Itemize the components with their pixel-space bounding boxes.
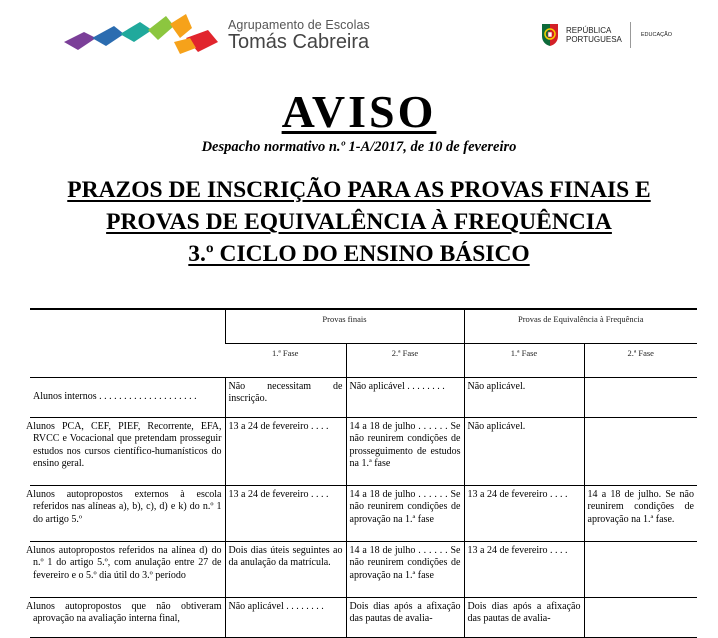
- cell-eq-fase1: 13 a 24 de fevereiro . . . .: [464, 485, 584, 541]
- heading-line-3: 3.º CICLO DO ENSINO BÁSICO: [188, 241, 530, 267]
- cell-eq-fase1: Não aplicável.: [464, 417, 584, 485]
- school-name: [228, 18, 370, 54]
- table-corner-cell: [30, 309, 225, 377]
- header-pf-fase2: 2.ª Fase: [346, 343, 464, 377]
- page-title: AVISO: [281, 86, 437, 137]
- row-label: Alunos internos . . . . . . . . . . . . . . . . . . . .: [30, 377, 225, 417]
- cell-pf-fase2: Não aplicável . . . . . . . .: [346, 377, 464, 417]
- republic-line2: PORTUGUESA: [566, 35, 622, 44]
- row-label: Alunos autopropostos externos à escola referidos nas alíneas a), b), c), d) e k) do n.º 1 do artigo 5.º: [30, 485, 225, 541]
- cell-eq-fase2: [584, 377, 697, 417]
- cell-eq-fase2: [584, 541, 697, 597]
- cell-eq-fase2: [584, 597, 697, 637]
- row-label: Alunos autopropostos referidos na alínea d) do n.º 1 do artigo 5.º, com anulação entre 27 de fevereiro e o 5.º dia útil do 3.º período: [30, 541, 225, 597]
- cell-pf-fase1: 13 a 24 de fevereiro . . . .: [225, 485, 346, 541]
- cell-eq-fase1: 13 a 24 de fevereiro . . . .: [464, 541, 584, 597]
- cell-pf-fase2: Dois dias após a afixação das pautas de avalia-: [346, 597, 464, 637]
- republic-line1: REPÚBLICA: [566, 26, 612, 35]
- school-logo-icon: [62, 12, 222, 62]
- cell-eq-fase1: Dois dias após a afixação das pautas de avalia-: [464, 597, 584, 637]
- table-row: [30, 377, 697, 417]
- cell-pf-fase2: 14 a 18 de julho . . . . . . Se não reunirem condições de prosseguimento de estudos na 1.ª fase: [346, 417, 464, 485]
- divider: [630, 22, 631, 48]
- ministry-name: EDUCAÇÃO: [640, 32, 673, 38]
- coat-of-arms-icon: [540, 22, 560, 48]
- table-row: [30, 417, 697, 485]
- row-label: Alunos PCA, CEF, PIEF, Recorrente, EFA, RVCC e Vocacional que pretendam prosseguir estudos nos cursos científico-humanísticos do ensino geral.: [30, 417, 225, 485]
- government-logo: [540, 22, 672, 48]
- cell-pf-fase2: 14 a 18 de julho . . . . . . Se não reunirem condições de aprovação na 1.ª fase: [346, 485, 464, 541]
- table-row: [30, 485, 697, 541]
- cell-pf-fase2: 14 a 18 de julho . . . . . . Se não reunirem condições de aprovação na 1.ª fase: [346, 541, 464, 597]
- school-name-line2: Tomás Cabreira: [228, 31, 370, 53]
- deadlines-table: [26, 308, 697, 638]
- row-label: Alunos autopropostos que não obtiveram aprovação na avaliação interna final,: [30, 597, 225, 637]
- cell-eq-fase2: [584, 417, 697, 485]
- header-eq-fase1: 1.ª Fase: [464, 343, 584, 377]
- cell-pf-fase1: Não necessitam de inscrição.: [225, 377, 346, 417]
- cell-eq-fase1: Não aplicável.: [464, 377, 584, 417]
- school-name-line1: Agrupamento de Escolas: [228, 18, 370, 32]
- republic-name: [566, 26, 622, 44]
- table-row: [30, 541, 697, 597]
- table-row: [30, 597, 697, 637]
- heading-line-1: PRAZOS DE INSCRIÇÃO PARA AS PROVAS FINAIS E: [67, 177, 651, 203]
- header-provas-finais: Provas finais: [225, 309, 464, 343]
- despacho-reference: Despacho normativo n.º 1-A/2017, de 10 de fevereiro: [201, 139, 517, 155]
- header: [0, 0, 718, 70]
- cell-pf-fase1: 13 a 24 de fevereiro . . . .: [225, 417, 346, 485]
- header-pf-fase1: 1.ª Fase: [225, 343, 346, 377]
- header-eq-fase2: 2.ª Fase: [584, 343, 697, 377]
- heading-line-2: PROVAS DE EQUIVALÊNCIA À FREQUÊNCIA: [106, 209, 612, 235]
- header-equivalencia: Provas de Equivalência à Frequência: [464, 309, 697, 343]
- section-heading: [0, 174, 718, 270]
- cell-pf-fase1: Dois dias úteis seguintes ao da anulação da matrícula.: [225, 541, 346, 597]
- cell-eq-fase2: 14 a 18 de julho. Se não reunirem condições de aprovação na 1.ª fase.: [584, 485, 697, 541]
- cell-pf-fase1: Não aplicável . . . . . . . .: [225, 597, 346, 637]
